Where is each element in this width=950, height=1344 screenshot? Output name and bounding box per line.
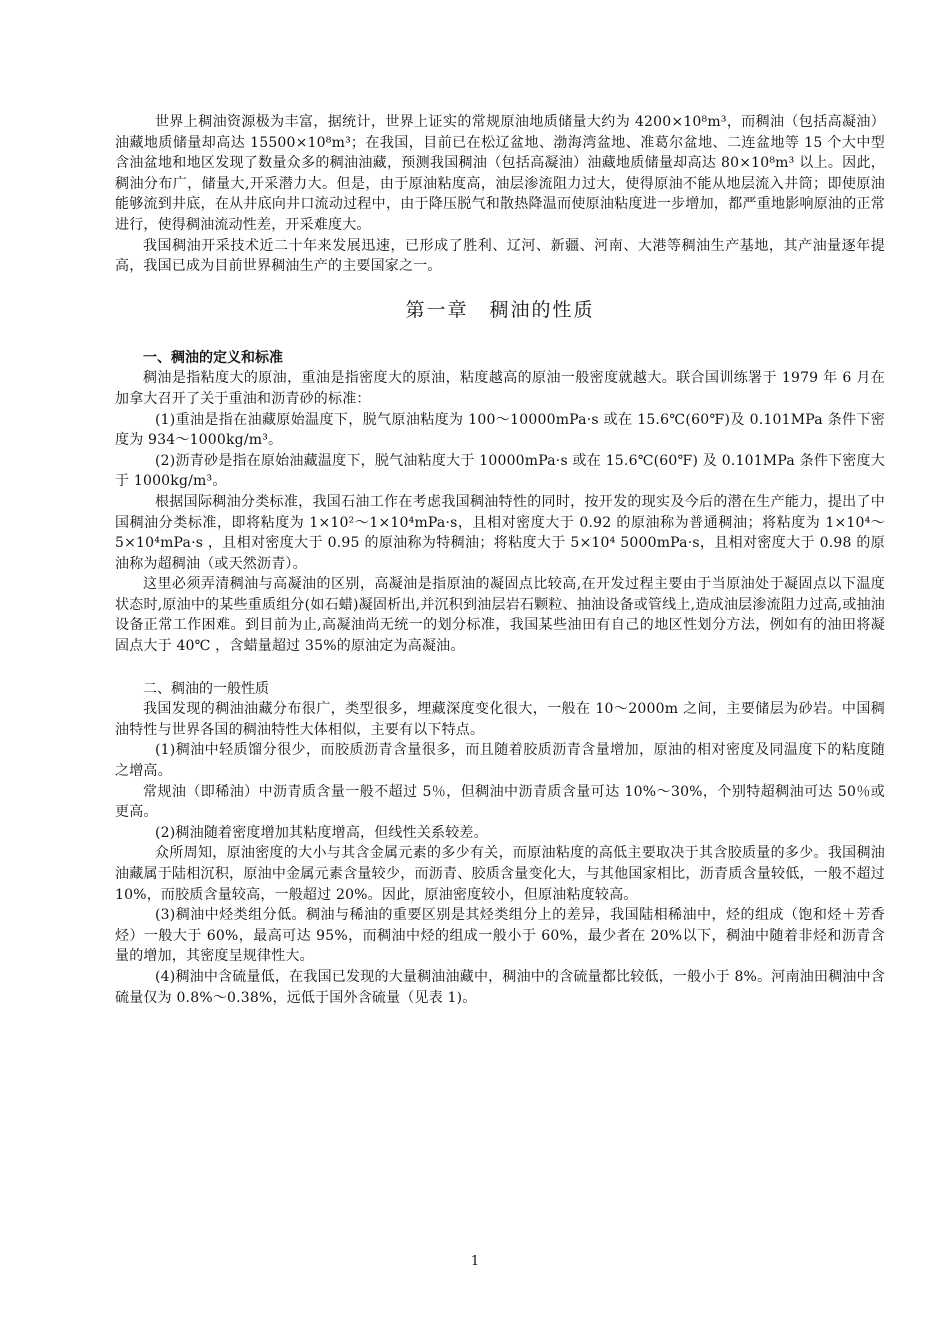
section2-paragraph-4: (2)稠油随着密度增加其粘度增高，但线性关系较差。 [155,824,488,841]
intro-paragraph-2: 我国稠油开采技术近二十年来发展迅速，已形成了胜利、辽河、新疆、河南、大港等稠油生产基地，其产油量逐年提高，我国已成为目前世界稠油生产的主要国家之一。 [115,237,885,275]
section1-paragraph-1: 稠油是指粘度大的原油，重油是指密度大的原油，粘度越高的原油一般密度就越大。联合国训练署于 1979 年 6 月在加拿大召开了关于重油和沥青砂的标准： [115,370,885,407]
section2-paragraph-7: (4)稠油中含硫量低，在我国已发现的大量稠油油藏中，稠油中的含硫量都比较低，一般小于 8%。河南油田稠油中含硫量仅为 0.8%～0.38%，远低于国外含硫量（见表 1)。 [115,968,885,1006]
section2-paragraph-3: 常规油（即稀油）中沥青质含量一般不超过 5％，但稠油中沥青质含量可达 10%～30%，个别特超稠油可达 50％或更高。 [115,783,885,821]
section2-paragraph-2: (1)稠油中轻质馏分很少，而胶质沥青含量很多，而且随着胶质沥青含量增加，原油的相对密度及同温度下的粘度随之增高。 [115,742,885,780]
section2-paragraph-6: (3)稠油中烃类组分低。稠油与稀油的重要区别是其烃类组分上的差异，我国陆相稀油中，烃的组成（饱和烃＋芳香烃）一般大于 60%，最高可达 95%，而稠油中烃的组成一般小于 60%，最少者在 20%以下，稠油中随着非烃和沥青含量的增加，其密度呈规律性大。 [115,907,885,965]
section-heading-definition: 一、稠油的定义和标准 [143,349,283,366]
section-spacer [115,657,885,679]
section1-paragraph-4: 根据国际稠油分类标准，我国石油工作在考虑我国稠油特性的同时，按开发的现实及今后的潜在生产能力，提出了中国稠油分类标准，即将粘度为 1×10²～1×10⁴mPa·s，且相对密度大于 0.92 的原油称为普通稠油；将粘度为 1×10⁴～5×10⁴mPa·s ，且相对密度大于 0.95 的原油称为特稠油；将粘度大于 5×10⁴ 5000mPa·s，且相对密度大于 0.98 的原油称为超稠油（或天然沥青）。 [115,493,885,572]
section2-paragraph-5: 众所周知，原油密度的大小与其含金属元素的多少有关，而原油粘度的高低主要取决于其含胶质量的多少。我国稠油油藏属于陆相沉积，原油中金属元素含量较少，而沥青、胶质含量变化大，与其他国家相比，沥青质含量较低，一般不超过 10%，而胶质含量较高，一般超过 20%。因此，原油密度较小，但原油粘度较高。 [115,845,885,903]
section2-paragraph-1: 我国发现的稠油油藏分布很广，类型很多，埋藏深度变化很大，一般在 10～2000m 之间，主要储层为砂岩。中国稠油特性与世界各国的稠油特性大体相似，主要有以下特点。 [115,701,885,738]
chapter-title: 第一章 稠油的性质 [405,298,595,321]
page-number: 1 [470,1254,480,1269]
section1-paragraph-5: 这里必须弄清稠油与高凝油的区别，高凝油是指原油的凝固点比较高,在开发过程主要由于当原油处于凝固点以下温度状态时,原油中的某些重质组分(如石蜡)凝固析出,并沉积到油层岩石颗粒、抽油设备或管线上,造成油层渗流阻力过高,或抽油设备正常工作困难。到目前为止,高凝油尚无统一的划分标准，我国某些油田有自己的地区性划分方法，例如有的油田将凝固点大于 40℃ ，含蜡量超过 35%的原油定为高凝油。 [115,576,885,655]
section1-paragraph-3: (2)沥青砂是指在原始油藏温度下，脱气油粘度大于 10000mPa·s 或在 15.6℃(60℉) 及 0.101MPa 条件下密度大于 1000kg/m³。 [115,452,885,490]
section1-paragraph-2: (1)重油是指在油藏原始温度下，脱气原油粘度为 100～10000mPa·s 或在 15.6℃(60℉)及 0.101MPa 条件下密度为 934～1000kg/m³。 [115,411,885,449]
document-body [115,112,885,1008]
intro-paragraph-1: 世界上稠油资源极为丰富，据统计，世界上证实的常规原油地质储量大约为 4200×10⁸m³，而稠油（包括高凝油）油藏地质储量却高达 15500×10⁸m³；在我国，目前已在松辽盆地、渤海湾盆地、准葛尔盆地、二连盆地等 15 个大中型含油盆地和地区发现了数量众多的稠油油藏，预测我国稠油（包括高凝油）油藏地质储量却高达 80×10⁸m³ 以上。因此，稠油分布广，储量大,开采潜力大。但是，由于原油粘度高，油层渗流阻力过大，使得原油不能从地层流入井筒；即使原油能够流到井底，在从井底向井口流动过程中，由于降压脱气和散热降温而使原油粘度进一步增加，都严重地影响原油的正常进行，使得稠油流动性差，开采难度大。 [115,114,885,233]
section-heading-general: 二、稠油的一般性质 [143,680,269,697]
